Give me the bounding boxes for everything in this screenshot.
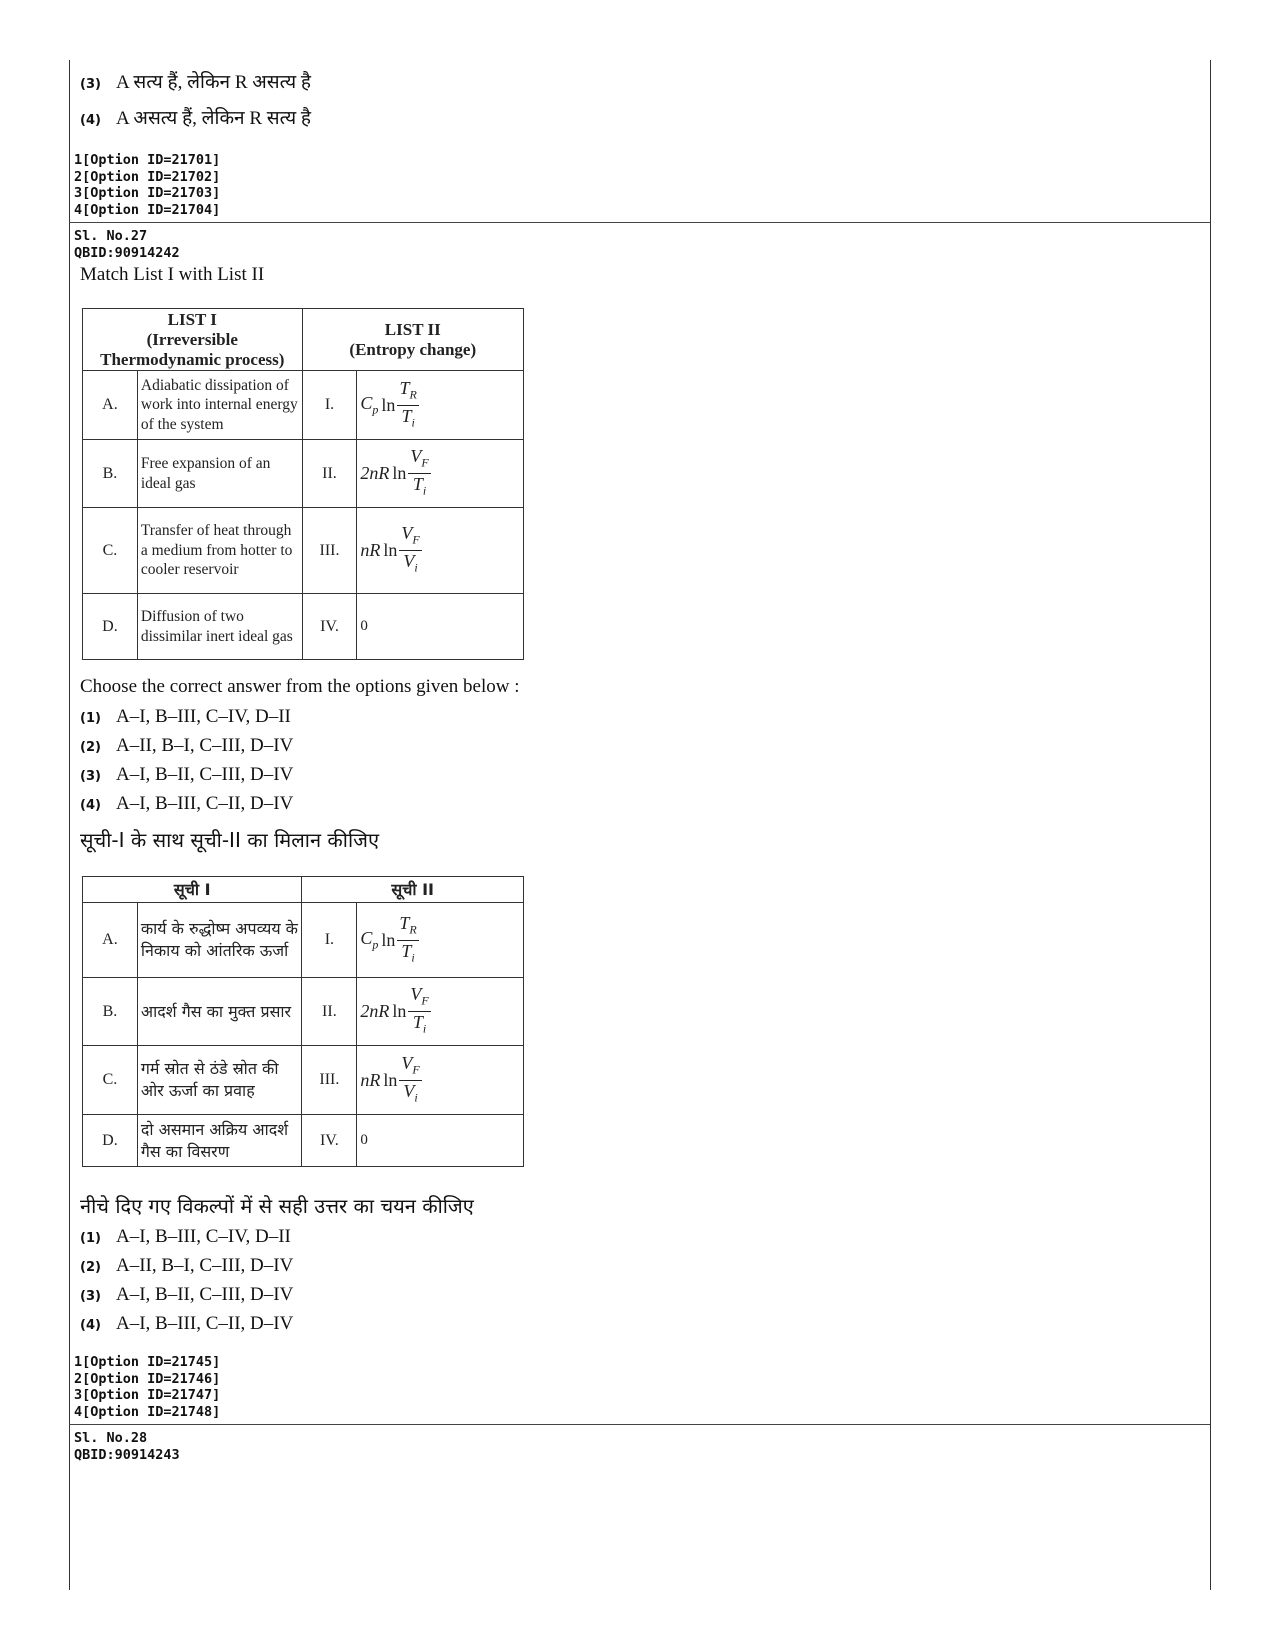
formula-2nr: 2nR ln $\frac{V_F}{T_i}$: [357, 440, 524, 508]
formula-cp: $C_p$ ln $\frac{T_R}{T_i}$: [357, 371, 524, 440]
formula-zero: 0: [357, 594, 524, 660]
choose-prompt-en: Choose the correct answer from the options given below :: [80, 676, 520, 697]
question-header: [74, 228, 180, 261]
qbid: QBID:90914243: [74, 1446, 180, 1463]
table-row: A. Adiabatic dissipation of work into internal energy of the system I. $C_p$ ln $\frac{T_R}{T_i}$: [83, 371, 524, 440]
table-row: B. Free expansion of an ideal gas II. 2nR ln $\frac{V_F}{T_i}$: [83, 440, 524, 508]
option-3: (3) A–I, B–II, C–III, D–IV: [80, 764, 294, 785]
list1-header: LIST I (Irreversible Thermodynamic process): [83, 309, 303, 371]
option-hi-1: (1) A–I, B–III, C–IV, D–II: [80, 1226, 291, 1247]
prev-option-4: (4) A असत्य हैं, लेकिन R सत्य है: [80, 108, 311, 129]
table-row: D. दो असमान अक्रिय आदर्श गैस का विसरण IV. 0: [83, 1115, 524, 1167]
option-id-line: 2[Option ID=21702]: [74, 168, 221, 185]
formula-nr: nR ln $\frac{V_F}{V_i}$: [357, 1046, 524, 1115]
option-hi-2: (2) A–II, B–I, C–III, D–IV: [80, 1255, 294, 1276]
table-row: A. कार्य के रुद्धोष्म अपव्यय के निकाय को आंतरिक ऊर्जा I. $C_p$ ln $\frac{T_R}{T_i}$: [83, 903, 524, 978]
sl-no: Sl. No.27: [74, 228, 148, 244]
divider: [69, 222, 1210, 223]
divider: [69, 1424, 1210, 1425]
match-table-en: [82, 308, 524, 660]
table-row: B. आदर्श गैस का मुक्त प्रसार II. 2nR ln $\frac{V_F}{T_i}$: [83, 978, 524, 1046]
formula-cp: $C_p$ ln $\frac{T_R}{T_i}$: [357, 903, 524, 978]
table-row: D. Diffusion of two dissimilar inert ideal gas IV. 0: [83, 594, 524, 660]
prev-option-3: (3) A सत्य हैं, लेकिन R असत्य है: [80, 72, 311, 93]
option-2: (2) A–II, B–I, C–III, D–IV: [80, 735, 294, 756]
option-id-line: 4[Option ID=21704]: [74, 201, 221, 218]
qbid: QBID:90914242: [74, 244, 180, 261]
formula-2nr: 2nR ln $\frac{V_F}{T_i}$: [357, 978, 524, 1046]
match-table-hi: [82, 876, 524, 1167]
table-row: C. गर्म स्रोत से ठंडे स्रोत की ओर ऊर्जा का प्रवाह III. nR ln $\frac{V_F}{V_i}$: [83, 1046, 524, 1115]
question-prompt-hi: सूची-I के साथ सूची-II का मिलान कीजिए: [80, 828, 380, 852]
page-frame: [69, 60, 1211, 1590]
suchi1-header: सूची I: [83, 877, 302, 903]
option-hi-3: (3) A–I, B–II, C–III, D–IV: [80, 1284, 294, 1305]
option-id-line: 1[Option ID=21745]: [74, 1354, 221, 1370]
option-id-line: 1[Option ID=21701]: [74, 152, 221, 168]
option-4: (4) A–I, B–III, C–II, D–IV: [80, 793, 294, 814]
choose-prompt-hi: नीचे दिए गए विकल्पों में से सही उत्तर का चयन कीजिए: [80, 1194, 474, 1218]
formula-zero: 0: [357, 1115, 524, 1167]
table-row: C. Transfer of heat through a medium from hotter to cooler reservoir III. nR ln $\frac{V_F}{V_i}$: [83, 508, 524, 594]
question-header: [74, 1430, 180, 1463]
option-hi-4: (4) A–I, B–III, C–II, D–IV: [80, 1313, 294, 1334]
list2-header: LIST II (Entropy change): [302, 309, 523, 371]
q27-option-ids: [74, 1354, 220, 1420]
option-id-line: 3[Option ID=21747]: [74, 1387, 221, 1404]
suchi2-header: सूची II: [302, 877, 524, 903]
option-id-line: 4[Option ID=21748]: [74, 1403, 221, 1420]
prev-option-ids: [74, 152, 220, 218]
option-id-line: 3[Option ID=21703]: [74, 185, 221, 202]
sl-no: Sl. No.28: [74, 1430, 148, 1446]
question-prompt-en: Match List I with List II: [80, 264, 265, 285]
formula-nr: nR ln $\frac{V_F}{V_i}$: [357, 508, 524, 594]
option-1: (1) A–I, B–III, C–IV, D–II: [80, 706, 291, 727]
option-id-line: 2[Option ID=21746]: [74, 1370, 221, 1387]
